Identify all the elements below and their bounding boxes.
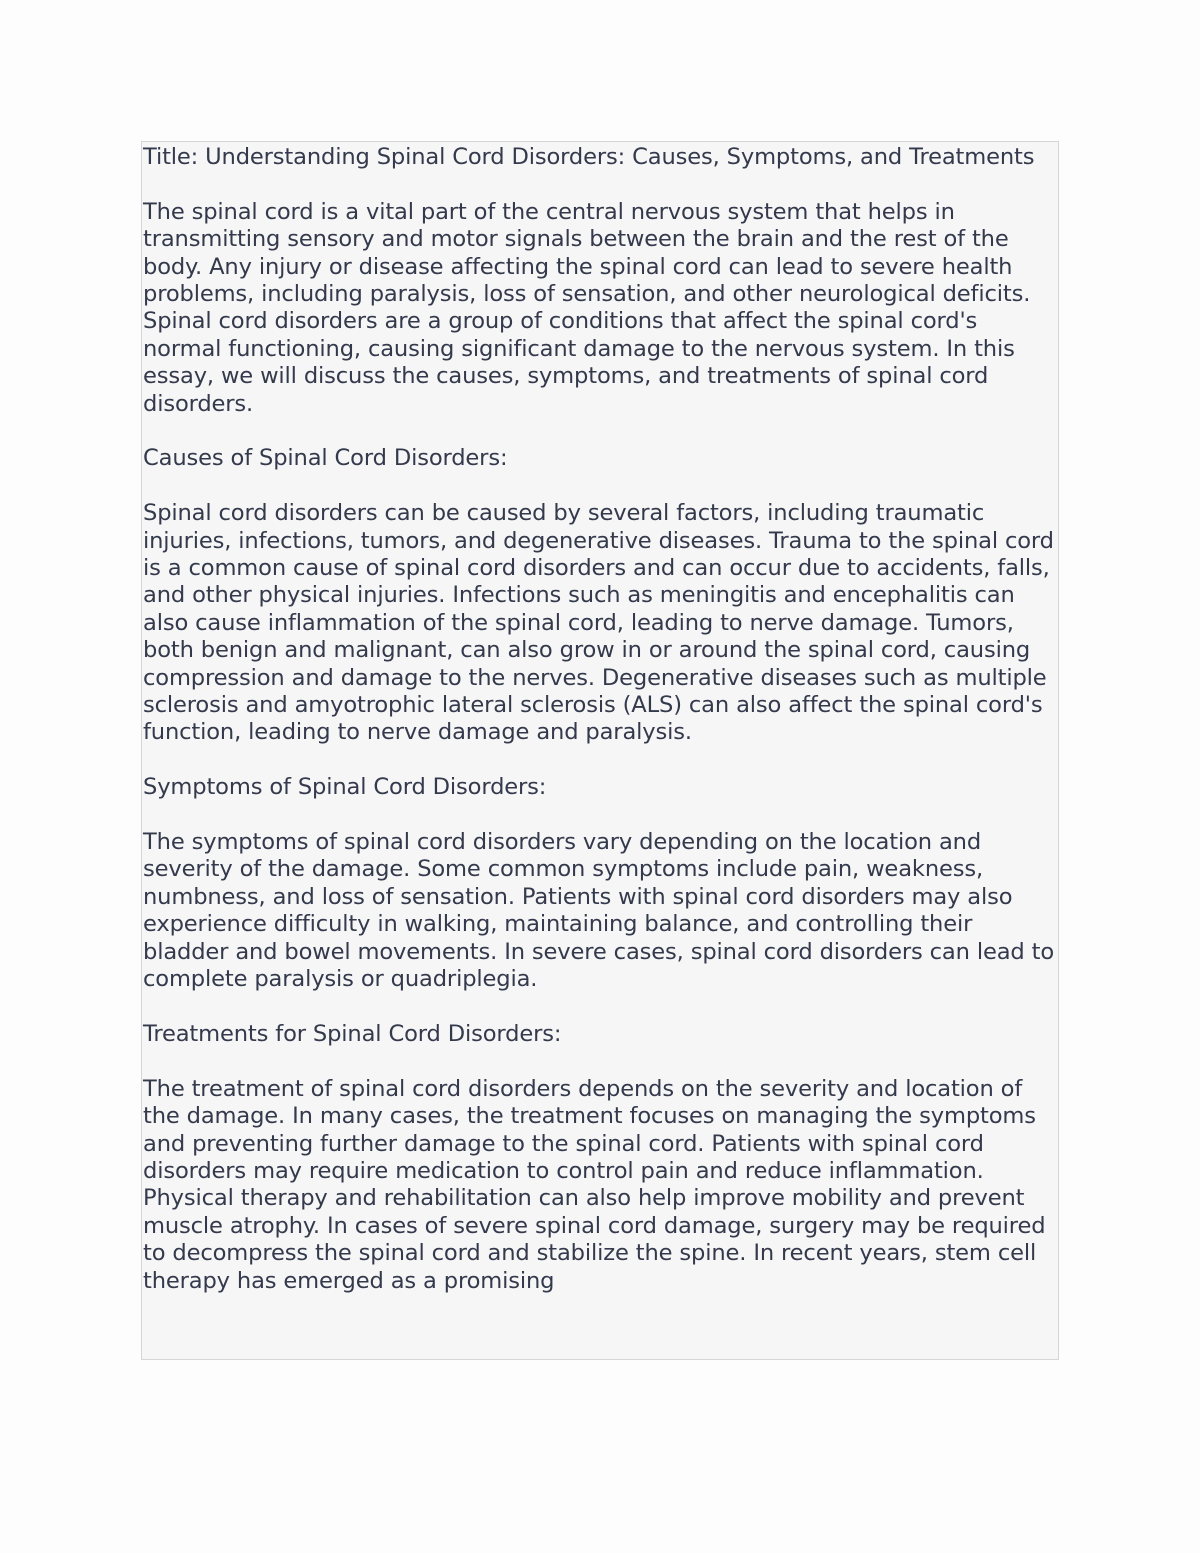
document-title: Title: Understanding Spinal Cord Disorders: Causes, Symptoms, and Treatments bbox=[143, 144, 1035, 170]
intro-paragraph: The spinal cord is a vital part of the central nervous system that helps in transmitting sensory and motor signals between the brain and the rest of the body. Any injury or disease affecting the spinal cord can lead to severe health problems, including paralysis, loss of sensation, and other neurological deficits. Spinal cord disorders are a group of conditions that affect the spinal cord's normal functioning, causing significant damage to the nervous system. In this essay, we will discuss the causes, symptoms, and treatments of spinal cord disorders. bbox=[143, 198, 1031, 417]
section-body-symptoms: The symptoms of spinal cord disorders vary depending on the location and severity of the damage. Some common symptoms include pain, weakness, numbness, and loss of sensation. Patients with spinal cord disorders may also experience difficulty in walking, maintaining balance, and controlling their bladder and bowel movements. In severe cases, spinal cord disorders can lead to complete paralysis or quadriplegia. bbox=[143, 829, 1055, 993]
section-heading-causes: Causes of Spinal Cord Disorders: bbox=[143, 445, 508, 472]
section-body-treatments: The treatment of spinal cord disorders depends on the severity and location of the damage. In many cases, the treatment focuses on managing the symptoms and preventing further damage to the spinal cord. Patients with spinal cord disorders may require medication to control pain and reduce inflammation. Physical therapy and rehabilitation can also help improve mobility and prevent muscle atrophy. In cases of severe spinal cord damage, surgery may be required to decompress the spinal cord and stabilize the spine. In recent years, stem cell therapy has emerged as a promising bbox=[143, 1075, 1046, 1294]
section-heading-symptoms: Symptoms of Spinal Cord Disorders: bbox=[143, 774, 547, 801]
document-text-box bbox=[141, 141, 1059, 1360]
section-heading-treatments: Treatments for Spinal Cord Disorders: bbox=[143, 1020, 562, 1047]
section-body-causes: Spinal cord disorders can be caused by several factors, including traumatic injuries, infections, tumors, and degenerative diseases. Trauma to the spinal cord is a common cause of spinal cord disorders and can occur due to accidents, falls, and other physical injuries. Infections such as meningitis and encephalitis can also cause inflammation of the spinal cord, leading to nerve damage. Tumors, both benign and malignant, can also grow in or around the spinal cord, causing compression and damage to the nerves. Degenerative diseases such as multiple sclerosis and amyotrophic lateral sclerosis (ALS) can also affect the spinal cord's function, leading to nerve damage and paralysis. bbox=[143, 500, 1054, 746]
